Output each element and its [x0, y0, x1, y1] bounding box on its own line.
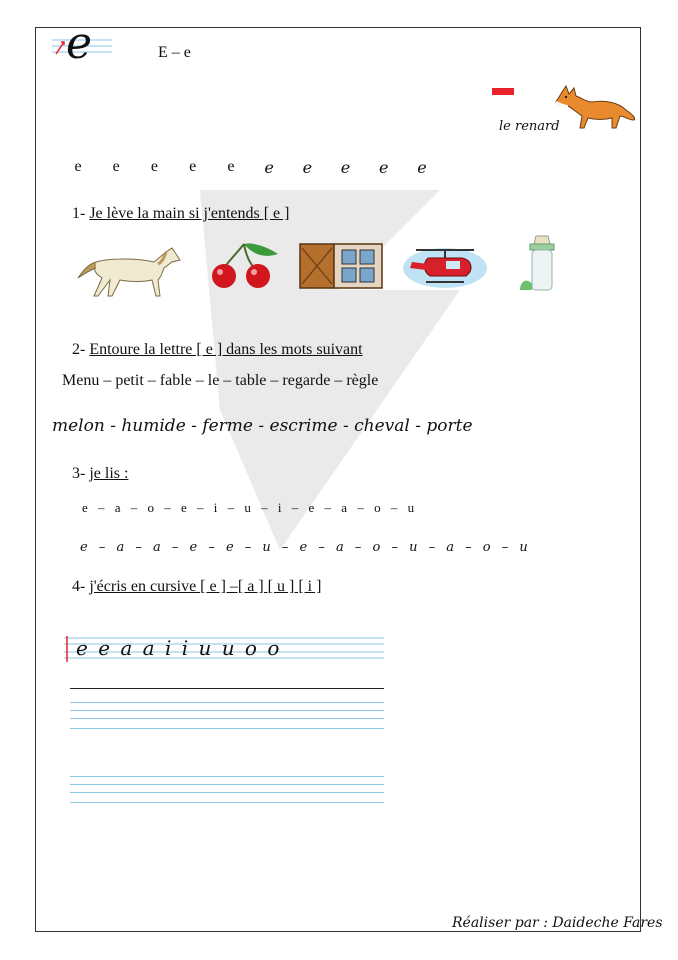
exercise-1-instruction: Je lève la main si j'entends [ e ] — [89, 205, 290, 222]
letter-print: e — [227, 158, 235, 175]
letter-print: e — [150, 158, 158, 175]
cherries-icon — [206, 240, 282, 290]
writing-line — [70, 718, 384, 719]
writing-line — [70, 702, 384, 703]
author-signature: Réaliser par : Daideche Fares — [452, 915, 663, 931]
writing-baseline — [70, 688, 384, 689]
letter-print: e — [74, 158, 82, 175]
exercise-number: 2- — [72, 341, 86, 358]
letter-cursive: e — [417, 158, 427, 177]
exercise-number: 3- — [72, 465, 86, 482]
baby-bottle-icon — [516, 232, 568, 294]
exercise-4-instruction: j'écris en cursive [ e ] –[ a ] [ u ] [ i ] — [89, 578, 322, 595]
fox-label: le renard — [499, 119, 560, 134]
red-dash — [492, 88, 514, 95]
writing-line — [70, 792, 384, 793]
helicopter-icon — [402, 242, 488, 292]
letter-cursive: e — [340, 158, 351, 177]
cursive-words: melon - humide - ferme - escrime - cheval - porte — [52, 416, 473, 436]
exercise-number: 4- — [72, 578, 86, 595]
horse-icon — [76, 244, 188, 300]
cursive-sequence: e – a – a – e – e – u – e – a – o – u – a – o – u — [80, 540, 529, 555]
exercise-3-instruction: je lis : — [89, 465, 129, 482]
writing-line — [70, 776, 384, 777]
writing-line — [70, 784, 384, 785]
writing-line — [70, 728, 384, 729]
big-cursive-letter: e — [66, 18, 93, 69]
print-words: Menu – petit – fable – le – table – regarde – règle — [62, 372, 379, 389]
page-title: E – e — [158, 44, 191, 61]
fox-icon — [552, 84, 638, 132]
letter-cursive: e — [264, 158, 274, 177]
exercise-number: 1- — [72, 205, 86, 222]
writing-line — [70, 710, 384, 711]
letter-print: e — [189, 158, 197, 175]
exercise-2-heading — [72, 341, 363, 359]
exercise-4-heading — [72, 578, 321, 596]
window-icon — [298, 240, 384, 290]
letter-cursive: e — [302, 158, 313, 177]
letter-row — [60, 158, 440, 177]
letter-cursive: e — [379, 158, 389, 177]
print-sequence: e – a – o – e – i – u – i – e – a – o – u — [82, 500, 415, 515]
model-cursive-letters: e e a a i i u u o o — [76, 636, 282, 660]
letter-print: e — [112, 158, 120, 175]
exercise-1-heading — [72, 205, 289, 223]
exercise-2-instruction: Entoure la lettre [ e ] dans les mots suivant — [89, 341, 363, 358]
exercise-3-heading — [72, 465, 128, 483]
writing-line — [70, 802, 384, 803]
